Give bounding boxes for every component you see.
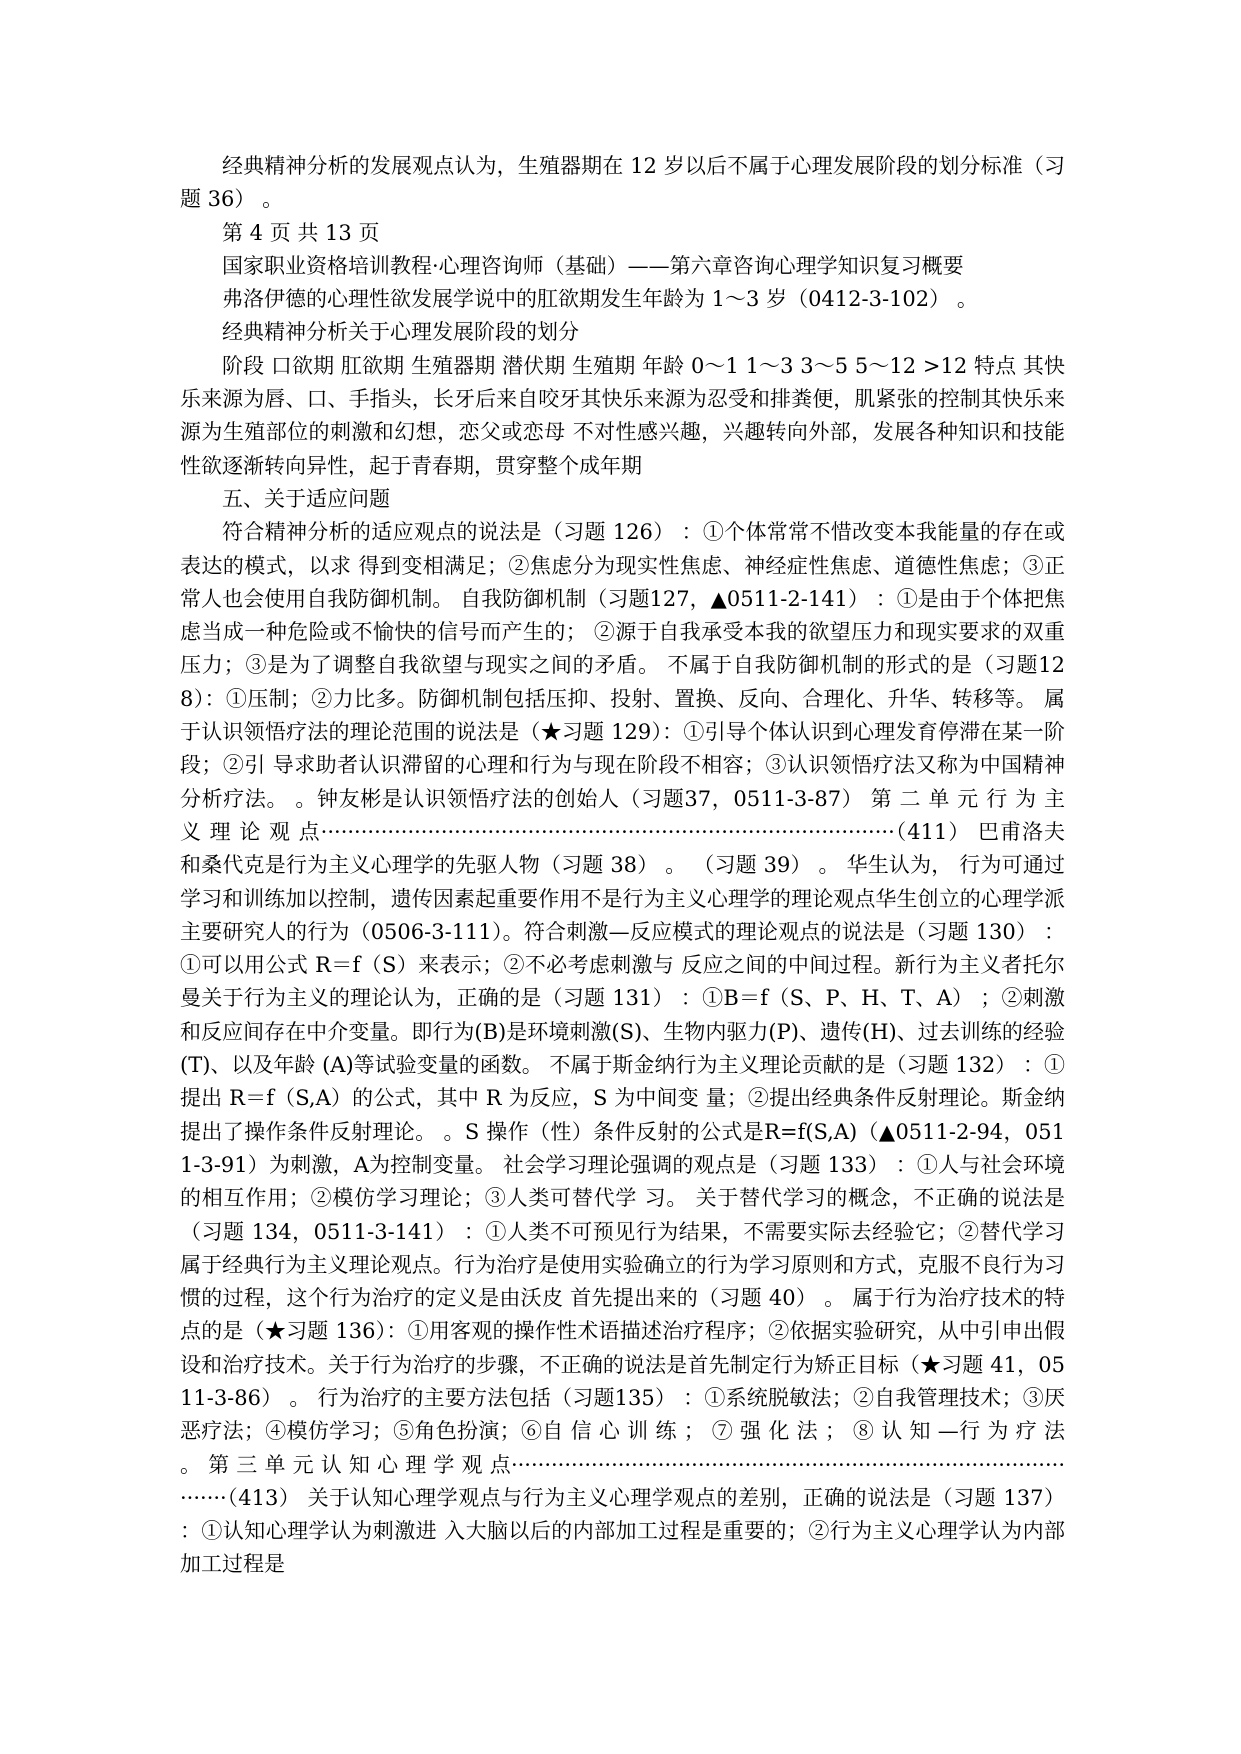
paragraph-stage-table-text: 阶段 口欲期 肛欲期 生殖器期 潜伏期 生殖期 年龄 0～1 1～3 3～5 5～12 >12 特点 其快乐来源为唇、口、手指头，长牙后来自咬牙其快乐来源为忍受和排粪便，肌紧张的控制其快乐来源为生殖部位的刺激和幻想，恋父或恋母 不对性感兴趣，兴趣转向外部，发展各种知识和技能 性欲逐渐转向异性，起于青春期，贯穿整个成年期	[180, 353, 1065, 478]
paragraph-main-body: 符合精神分析的适应观点的说法是（习题 126） ：①个体常常不惜改变本我能量的存在或表达的模式，以求 得到变相满足；②焦虑分为现实性焦虑、神经症性焦虑、道德性焦虑；③正常人也会使用自我防御机制。 自我防御机制（习题127，▲0511-2-141） ：①是由于个体把焦虑当成一种危险或不愉快的信号而产生的； ②源于自我承受本我的欲望压力和现实要求的双重压力；③是为了调整自我欲望与现实之间的矛盾。 不属于自我防御机制的形式的是（习题128）：①压制；②力比多。防御机制包括压抑、投射、置换、反向、合理化、升华、转移等。 属于认识领悟疗法的理论范围的说法是（★习题 129）：①引导个体认识到心理发育停滞在某一阶段；②引 导求助者认识滞留的心理和行为与现在阶段不相容；③认识领悟疗法又称为中国精神分析疗法。 。钟友彬是认识领悟疗法的创始人（习题37，0511-3-87） 第 二 单 元 行 为 主 义 理 论 观 点······················································································（411） 巴甫洛夫和桑代克是行为主义心理学的先驱人物（习题 38） 。 （习题 39） 。 华生认为， 行为可通过学习和训练加以控制，遗传因素起重要作用不是行为主义心理学的理论观点华生创立的心理学派主要研究人的行为（0506-3-111）。符合刺激—反应模式的理论观点的说法是（习题 130） ：①可以用公式 R＝f（S）来表示；②不必考虑刺激与 反应之间的中间过程。新行为主义者托尔曼关于行为主义的理论认为，正确的是（习题 131） ：①B＝f（S、P、H、T、A） ；②刺激 和反应间存在中介变量。即行为(B)是环境刺激(S)、生物内驱力(P)、遗传(H)、过去训练的经验(T)、以及年龄 (A)等试验变量的函数。 不属于斯金纳行为主义理论贡献的是（习题 132） ：①提出 R＝f（S,A）的公式，其中 R 为反应，S 为中间变 量；②提出经典条件反射理论。斯金纳提出了操作条件反射理论。 。S 操作（性）条件反射的公式是R=f(S,A)（▲0511-2-94，0511-3-91）为刺激，A为控制变量。 社会学习理论强调的观点是（习题 133） ：①人与社会环境的相互作用；②模仿学习理论；③人类可替代学 习。 关于替代学习的概念，不正确的说法是（习题 134，0511-3-141） ：①人类不可预见行为结果，不需要实际去经验它；②替代学习属于经典行为主义理论观点。行为治疗是使用实验确立的行为学习原则和方式，克服不良行为习惯的过程，这个行为治疗的定义是由沃皮 首先提出来的（习题 40） 。 属于行为治疗技术的特点的是（★习题 136）：①用客观的操作性术语描述治疗程序；②依据实验研究，从中引申出假设和治疗技术。关于行为治疗的步骤，不正确的说法是首先制定行为矫正目标（★习题 41，0511-3-86） 。 行为治疗的主要方法包括（习题135） ：①系统脱敏法；②自我管理技术；③厌恶疗法；④模仿学习；⑤角色扮演；⑥自 信 心 训 练 ； ⑦ 强 化 法 ； ⑧ 认 知 —行 为 疗 法 。 第 三 单 元 认 知 心 理 学 观 点··························································································（413） 关于认知心理学观点与行为主义心理学观点的差别，正确的说法是（习题 137） ：①认知心理学认为刺激进 入大脑以后的内部加工过程是重要的；②行为主义心理学认为内部加工过程是	[180, 520, 1065, 1577]
section-heading-adaptation: 五、关于适应问题	[222, 486, 390, 511]
table-caption-stages: 经典精神分析关于心理发展阶段的划分	[222, 320, 579, 345]
document-body	[180, 150, 1065, 1582]
paragraph-genital-stage: 经典精神分析的发展观点认为，生殖器期在 12 岁以后不属于心理发展阶段的划分标准（习题 36） 。	[180, 154, 1065, 212]
paragraph-anal-stage-age: 弗洛伊德的心理性欲发展学说中的肛欲期发生年龄为 1～3 岁（0412-3-102） 。	[222, 287, 978, 312]
document-header-title: 国家职业资格培训教程·心理咨询师（基础）——第六章咨询心理学知识复习概要	[222, 253, 964, 278]
page-number-line: 第 4 页 共 13 页	[222, 220, 380, 245]
